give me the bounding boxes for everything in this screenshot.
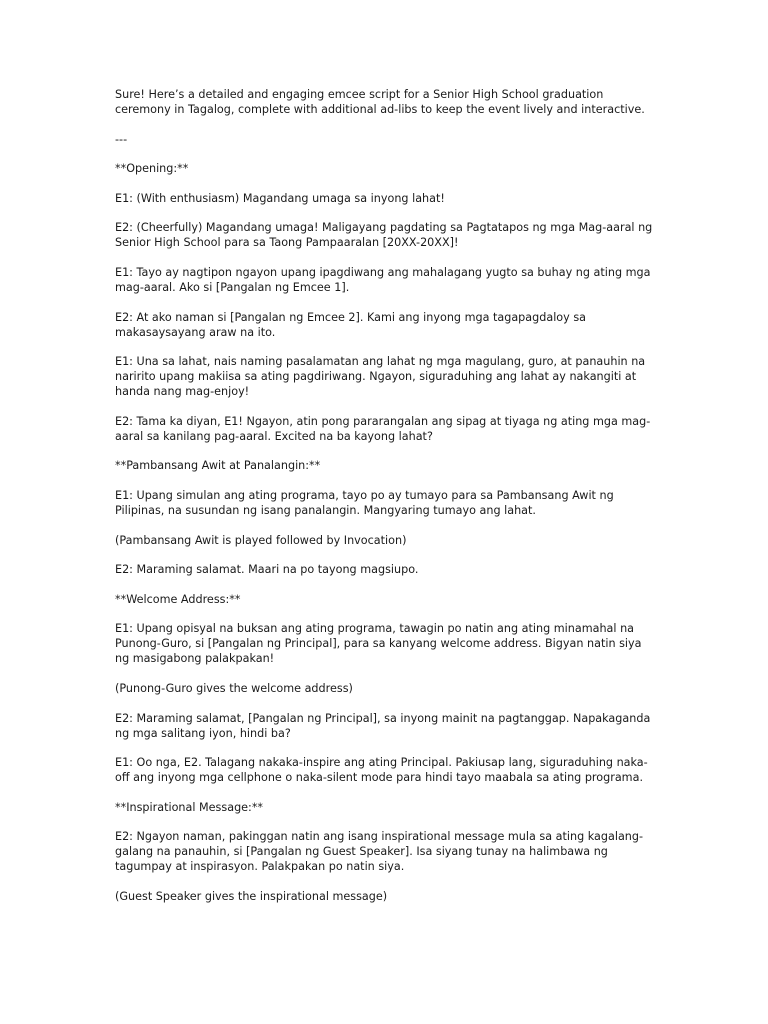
separator-line: --- <box>115 132 128 146</box>
section-heading-opening: **Opening:** <box>115 162 189 176</box>
script-line: E1: Tayo ay nagtipon ngayon upang ipagdiwang ang mahalagang yugto sa buhay ng ating mga mag-aaral. Ako si [Pangalan ng Emcee 1]. <box>115 265 655 294</box>
script-line: E1: (With enthusiasm) Magandang umaga sa inyong lahat! <box>115 191 445 205</box>
section-heading-inspirational-message: **Inspirational Message:** <box>115 800 264 814</box>
script-line: E2: At ako naman si [Pangalan ng Emcee 2]. Kami ang inyong mga tagapagdaloy sa makasaysayang araw na ito. <box>115 310 590 339</box>
stage-direction: (Pambansang Awit is played followed by Invocation) <box>115 533 407 547</box>
stage-direction: (Punong-Guro gives the welcome address) <box>115 681 353 695</box>
section-heading-anthem-prayer: **Pambansang Awit at Panalangin:** <box>115 459 321 473</box>
stage-direction: (Guest Speaker gives the inspirational message) <box>115 889 388 903</box>
intro-paragraph: Sure! Here’s a detailed and engaging emcee script for a Senior High School graduation ceremony in Tagalog, complete with additional ad-libs to keep the event lively and interactive. <box>115 88 645 116</box>
script-line: E1: Upang opisyal na buksan ang ating programa, tawagin po natin ang ating minamahal na Punong-Guro, si [Pangalan ng Principal], para sa kanyang welcome address. Bigyan natin siya ng masigabong palakpakan! <box>115 622 646 666</box>
script-line: E2: Maraming salamat, [Pangalan ng Principal], sa inyong mainit na pagtanggap. Napakaganda ng mga salitang iyon, hindi ba? <box>115 711 654 740</box>
script-line: E2: Ngayon naman, pakinggan natin ang isang inspirational message mula sa ating kagalang-galang na panauhin, si [Pangalan ng Guest Speaker]. Isa siyang tunay na halimbawa ng tagumpay at inspirasyon. Palakpakan po natin siya. <box>115 830 644 874</box>
script-line: E2: Tama ka diyan, E1! Ngayon, atin pong pararangalan ang sipag at tiyaga ng ating mga mag-aaral sa kanilang pag-aaral. Excited na ba kayong lahat? <box>115 414 651 443</box>
script-line: E1: Oo nga, E2. Talagang nakaka-inspire ang ating Principal. Pakiusap lang, siguraduhing naka-off ang inyong mga cellphone o naka-silent mode para hindi tayo maabala sa ating programa. <box>115 756 648 785</box>
script-line: E1: Una sa lahat, nais naming pasalamatan ang lahat ng mga magulang, guro, at panauhin na naririto upang makiisa sa ating pagdiriwang. Ngayon, siguraduhing ang lahat ay nakangiti at handa nang mag-enjoy! <box>115 355 649 399</box>
section-heading-welcome-address: **Welcome Address:** <box>115 592 241 606</box>
script-line: E1: Upang simulan ang ating programa, tayo po ay tumayo para sa Pambansang Awit ng Pilipinas, na susundan ng isang panalangin. Mangyaring tumayo ang lahat. <box>115 488 618 517</box>
script-line: E2: Maraming salamat. Maari na po tayong magsiupo. <box>115 563 419 577</box>
script-line: E2: (Cheerfully) Magandang umaga! Maligayang pagdating sa Pagtatapos ng mga Mag-aaral ng Senior High School para sa Taong Pampaaralan [20XX-20XX]! <box>115 221 656 250</box>
